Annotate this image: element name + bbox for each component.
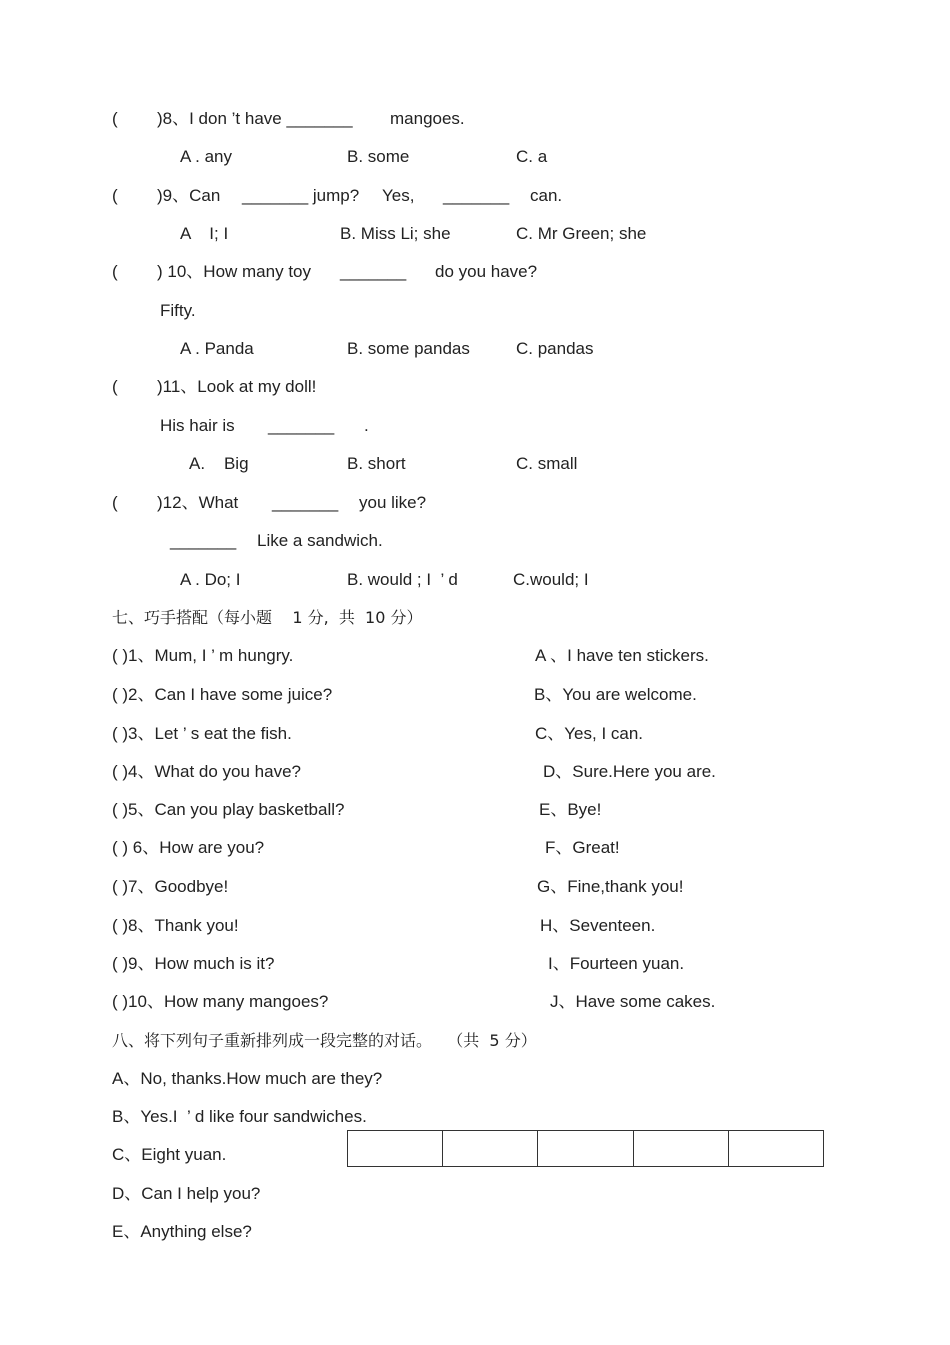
- q10-tail: do you have?: [435, 262, 538, 281]
- answer-box-3[interactable]: [538, 1131, 633, 1166]
- match-left-6: ( ) 6、How are you?: [112, 838, 265, 857]
- match-right-e: E、Bye!: [539, 800, 602, 819]
- match-right-b: B、You are welcome.: [534, 685, 697, 704]
- q8-option-c: C. a: [516, 147, 548, 166]
- q11-option-c: C. small: [516, 454, 578, 473]
- match-right-f: F、Great!: [545, 838, 620, 857]
- q8-tail: mangoes.: [390, 109, 465, 128]
- match-left-7: ( )7、Goodbye!: [112, 877, 229, 896]
- match-right-j: J、Have some cakes.: [550, 992, 716, 1011]
- match-left-10: ( )10、How many mangoes?: [112, 992, 329, 1011]
- q10-answer-line: Fifty.: [160, 301, 196, 320]
- order-item-a: A、No, thanks.How much are they?: [112, 1069, 383, 1088]
- q11-stem: )11、Look at my doll!: [157, 377, 317, 396]
- q9-option-c: C. Mr Green; she: [516, 224, 647, 243]
- q8-paren: (: [112, 109, 118, 128]
- match-left-2: ( )2、Can I have some juice?: [112, 685, 333, 704]
- q10-option-a: A . Panda: [180, 339, 254, 358]
- q11-option-a: A. Big: [189, 454, 249, 473]
- q12-option-b: B. would ; I ’ d: [347, 570, 458, 589]
- match-left-3: ( )3、Let ’ s eat the fish.: [112, 724, 292, 743]
- match-left-8: ( )8、Thank you!: [112, 916, 239, 935]
- q9-blank2: _______: [443, 186, 510, 205]
- q12-option-a: A . Do; I: [180, 570, 241, 589]
- q9-tail: can.: [530, 186, 563, 205]
- q12-line2: Like a sandwich.: [257, 531, 383, 550]
- match-right-i: I、Fourteen yuan.: [548, 954, 685, 973]
- answer-box-1[interactable]: [348, 1131, 443, 1166]
- q12-stem: )12、What: [157, 493, 239, 512]
- match-right-a: A 、I have ten stickers.: [535, 646, 709, 665]
- match-left-1: ( )1、Mum, I ’ m hungry.: [112, 646, 294, 665]
- q9-mid: Yes,: [382, 186, 415, 205]
- answer-box-4[interactable]: [634, 1131, 729, 1166]
- match-left-5: ( )5、Can you play basketball?: [112, 800, 345, 819]
- section8-title: 八、将下列句子重新排列成一段完整的对话。 （共 5 分）: [112, 1031, 537, 1050]
- q12-paren: (: [112, 493, 118, 512]
- answer-grid: [347, 1130, 824, 1167]
- q12-blank: _______: [272, 493, 339, 512]
- q8-option-b: B. some: [347, 147, 410, 166]
- q11-paren: (: [112, 377, 118, 396]
- q10-option-b: B. some pandas: [347, 339, 470, 358]
- q11-option-b: B. short: [347, 454, 406, 473]
- answer-box-2[interactable]: [443, 1131, 538, 1166]
- q8-stem: )8、I don ’t have _______: [157, 109, 353, 128]
- match-left-9: ( )9、How much is it?: [112, 954, 275, 973]
- section7-title: 七、巧手搭配（每小题 1 分, 共 10 分）: [112, 608, 423, 627]
- q8-option-a: A . any: [180, 147, 232, 166]
- order-item-b: B、Yes.I ’ d like four sandwiches.: [112, 1107, 367, 1126]
- match-left-4: ( )4、What do you have?: [112, 762, 301, 781]
- q9-paren: (: [112, 186, 118, 205]
- q12-blank2: _______: [170, 531, 237, 550]
- q10-paren: (: [112, 262, 118, 281]
- q10-option-c: C. pandas: [516, 339, 594, 358]
- q11-dot: .: [364, 416, 369, 435]
- q9-option-a: A I; I: [180, 224, 229, 243]
- answer-box-5[interactable]: [729, 1131, 823, 1166]
- match-right-h: H、Seventeen.: [540, 916, 656, 935]
- q12-option-c: C.would; I: [513, 570, 589, 589]
- q10-stem: ) 10、How many toy: [157, 262, 311, 281]
- q9-stem: )9、Can: [157, 186, 221, 205]
- q9-option-b: B. Miss Li; she: [340, 224, 451, 243]
- match-right-c: C、Yes, I can.: [535, 724, 644, 743]
- q10-blank: _______: [340, 262, 407, 281]
- match-right-g: G、Fine,thank you!: [537, 877, 684, 896]
- order-item-e: E、Anything else?: [112, 1222, 252, 1241]
- match-right-d: D、Sure.Here you are.: [543, 762, 716, 781]
- q12-tail: you like?: [359, 493, 427, 512]
- order-item-d: D、Can I help you?: [112, 1184, 261, 1203]
- order-item-c: C、Eight yuan.: [112, 1145, 227, 1164]
- q11-blank: _______: [268, 416, 335, 435]
- q9-blank1: _______ jump?: [242, 186, 360, 205]
- q11-line2: His hair is: [160, 416, 235, 435]
